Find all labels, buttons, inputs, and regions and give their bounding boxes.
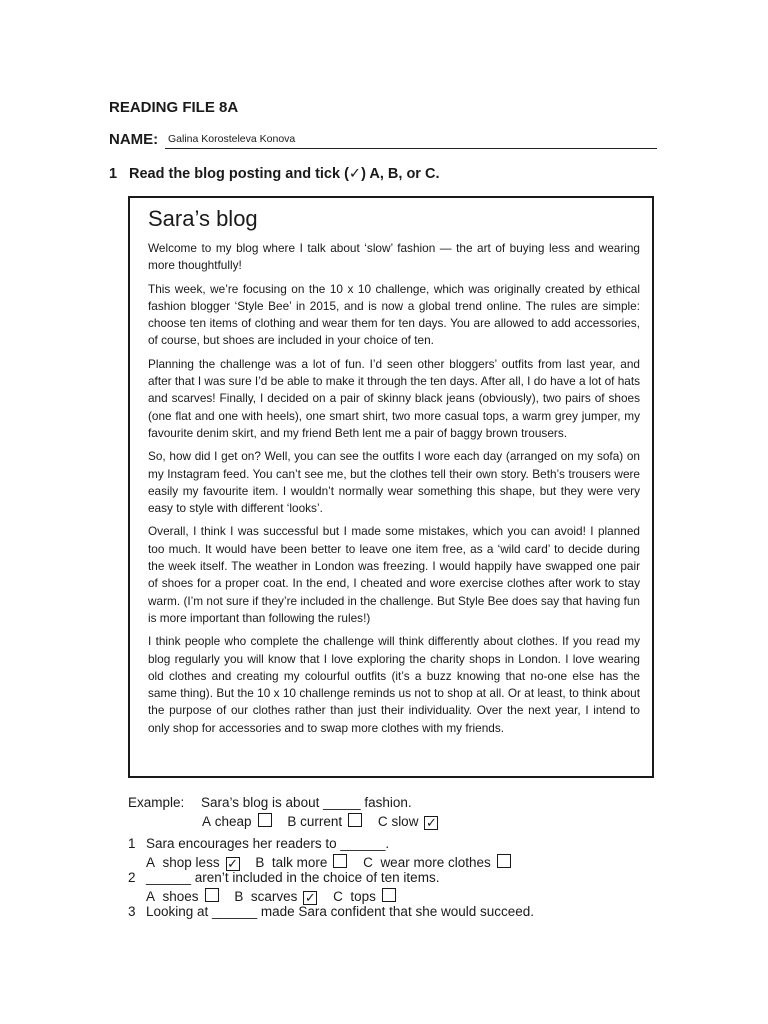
example-option-a: A cheap xyxy=(202,814,252,829)
instruction xyxy=(109,166,439,182)
question-3-text: Looking at ______ made Sara confident that she would succeed. xyxy=(146,904,535,919)
q2-checkbox-c[interactable] xyxy=(382,888,396,902)
blog-title: Sara’s blog xyxy=(148,206,258,231)
blog-box xyxy=(128,196,654,778)
blog-paragraph: Overall, I think I was successful but I made some mistakes, which you can avoid! I planned too much. It would have been better to leave one item free, as a ‘wild card’ to decide during the week itself. The weather in London was freezing. I would happily have swapped one pair of shoes for a proper coat. In the end, I cheated and wore exercise clothes after work to stay warm. (I’m not sure if they’re included in the challenge. But Style Bee does say that having fun is more important than following the rules!) xyxy=(148,524,640,625)
example-checkbox-c[interactable]: ✓ xyxy=(426,815,437,830)
q1-checkbox-b[interactable] xyxy=(333,854,347,868)
q2-option-c: C tops xyxy=(333,889,376,904)
q1-checkbox-a[interactable]: ✓ xyxy=(227,856,239,871)
q2-option-a: A shoes xyxy=(146,889,199,904)
example-options xyxy=(202,812,450,829)
worksheet-heading: READING FILE 8A xyxy=(109,99,239,116)
q2-checkbox-a[interactable] xyxy=(205,888,219,902)
q2-option-b: B scarves xyxy=(234,889,298,904)
instruction-text-after: ) A, B, or C. xyxy=(361,166,440,182)
name-row xyxy=(109,131,657,151)
example-option-c: C slow xyxy=(377,814,419,829)
example-checkbox-b[interactable] xyxy=(348,813,362,827)
name-field[interactable]: Galina Korosteleva Konova xyxy=(168,133,296,145)
question-1-text: Sara encourages her readers to ______. xyxy=(146,836,390,851)
question-1-options xyxy=(146,853,523,870)
blog-paragraph: So, how did I get on? Well, you can see the outfits I wore each day (arranged on my sofa) on my Instagram feed. You can’t see me, but the clothes tell their own story. Beth’s trousers were easily my favourite item. I wouldn’t normally wear something this shape, but they were very easy to style with different ‘looks’. xyxy=(148,449,640,516)
question-2-number: 2 xyxy=(128,870,136,885)
example-checkbox-a[interactable] xyxy=(258,813,272,827)
name-underline xyxy=(165,148,657,149)
q1-option-b: B talk more xyxy=(255,855,328,870)
q2-checkbox-b[interactable]: ✓ xyxy=(304,890,316,905)
blog-paragraph: I think people who complete the challenge will think differently about clothes. If you read my blog regularly you will know that I love exploring the charity shops in London. I love wearing old clothes and creating my colourful outfits (it’s a buzz knowing that no-one else has the same thing). But the 10 x 10 challenge reminds us not to shop at all. Or at least, to think about the purpose of our clothes rather than just their individuality. Over the next year, I intend to only shop for accessories and to swap more clothes with my friends. xyxy=(148,634,640,735)
question-2-options xyxy=(146,887,408,904)
blog-paragraph: This week, we’re focusing on the 10 x 10 challenge, which was originally created by ethical fashion blogger ‘Style Bee’ in 2015, and is now a global trend online. The rules are simple: choose ten items of clothing and wear them for ten days. You are allowed to add accessories, of course, but shoes are included in your choice of ten. xyxy=(148,281,640,348)
question-2-text: ______ aren’t included in the choice of ten items. xyxy=(146,870,440,885)
blog-paragraph: Welcome to my blog where I talk about ‘slow’ fashion — the art of buying less and wearing more thoughtfully! xyxy=(148,241,640,273)
q1-checkbox-c[interactable] xyxy=(497,854,511,868)
instruction-text-before: Read the blog posting and tick ( xyxy=(129,166,349,182)
example-option-b: B current xyxy=(287,814,343,829)
example-label: Example: xyxy=(128,795,185,810)
q1-option-c: C wear more clothes xyxy=(363,855,491,870)
question-1-number: 1 xyxy=(128,836,136,851)
name-label: NAME: xyxy=(109,131,159,148)
example-question: Sara’s blog is about _____ fashion. xyxy=(201,795,412,810)
tick-icon: ✓ xyxy=(348,166,362,182)
question-3-number: 3 xyxy=(128,904,136,919)
blog-paragraph: Planning the challenge was a lot of fun. I’d seen other bloggers’ outfits from last year, and after that I was sure I’d be able to make it through the ten days. After all, I do have a lot of hats and scarves! Finally, I decided on a pair of skinny black jeans (obviously), two pairs of shoes (one flat and one with heels), one smart shirt, two more casual tops, a warm grey jumper, my favourite denim skirt, and my friend Beth lent me a pair of baggy brown trousers. xyxy=(148,356,640,440)
q1-option-a: A shop less xyxy=(146,855,220,870)
blog-body xyxy=(148,240,640,743)
instruction-number: 1 xyxy=(109,166,118,182)
